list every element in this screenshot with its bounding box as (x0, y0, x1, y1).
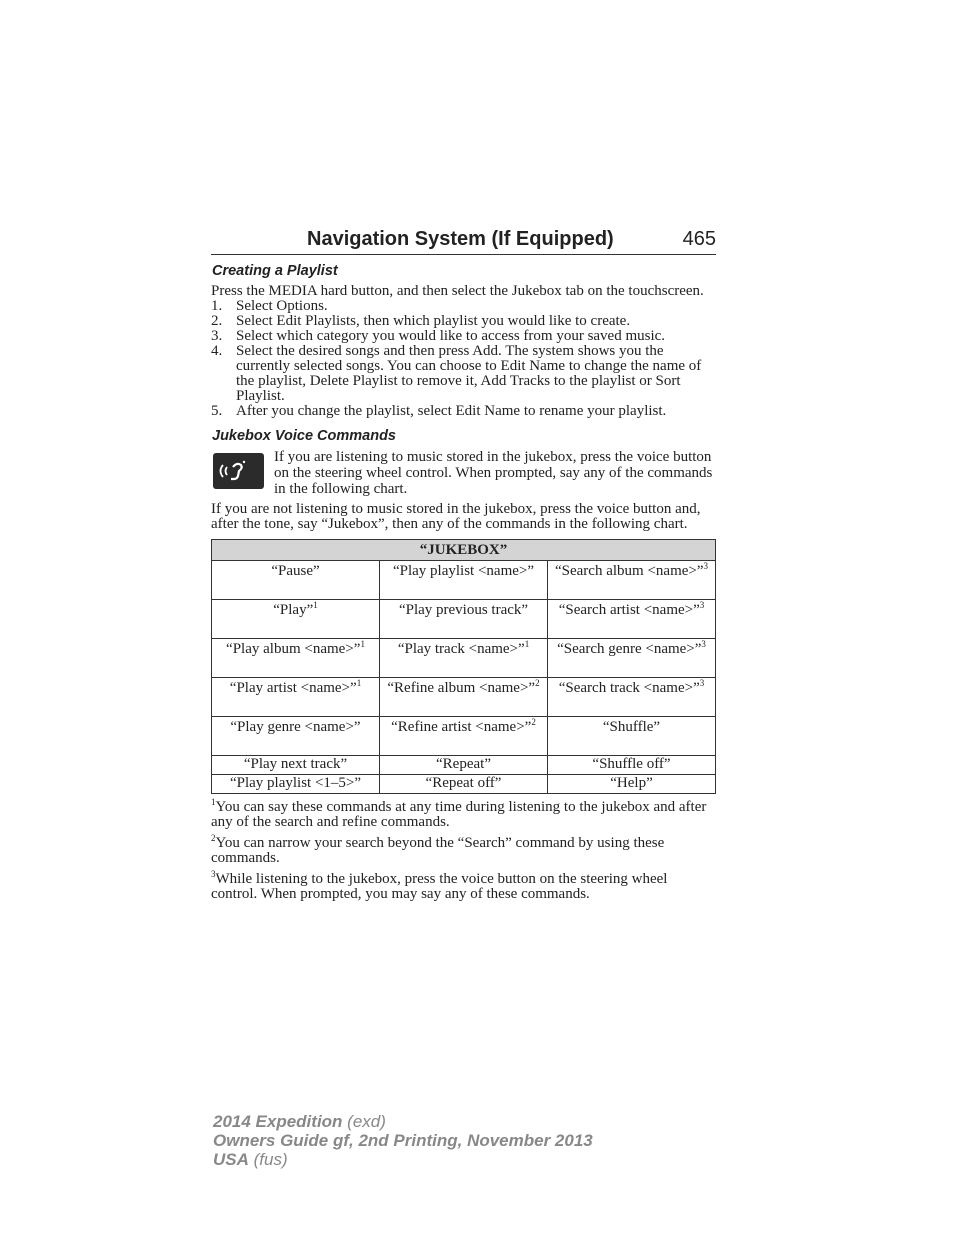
table-cell: “Shuffle off” (548, 756, 716, 775)
step-text: Select Edit Playlists, then which playlist you would like to create. (236, 313, 631, 329)
page-title: Navigation System (If Equipped) (307, 228, 614, 250)
intro-paragraph: Press the MEDIA hard button, and then select the Jukebox tab on the touchscreen. (211, 283, 704, 299)
footer-model: 2014 Expedition (213, 1112, 343, 1131)
table-cell: “Search album <name>”$^3$ (548, 561, 716, 600)
step-item (211, 314, 716, 329)
table-row (212, 639, 716, 678)
footnote-ref: 1 (356, 678, 362, 688)
table-cell: “Refine album <name>”$^2$ (380, 678, 548, 717)
step-text: After you change the playlist, select Edit Name to rename your playlist. (236, 403, 667, 419)
footnote-ref: 3 (699, 600, 705, 610)
step-text: Select the desired songs and then press Add. The system shows you the currently selected songs. You can choose to Edit Name to change the name of the playlist, Delete Playlist to remove it, Add Tracks to the playlist or Sort Playlist. (236, 343, 702, 404)
footnote: $^2$You can narrow your search beyond the “Search” command by using these commands. (211, 833, 665, 866)
table-cell: “Search track <name>”$^3$ (548, 678, 716, 717)
voice-instruction (211, 449, 716, 497)
page-content (211, 228, 716, 902)
table-cell: “Play album <name>”$^1$ (212, 639, 380, 678)
voice-instruction-text: If you are listening to music stored in the jukebox, press the voice button on the steering wheel control. When prompted, say any of the commands in the following chart. (274, 449, 713, 497)
table-cell: “Search genre <name>”$^3$ (548, 639, 716, 678)
table-cell: “Repeat off” (380, 775, 548, 794)
step-number: 5. (211, 403, 223, 419)
step-item (211, 344, 716, 404)
footnote-ref: 1 (360, 639, 365, 649)
step-item (211, 404, 716, 419)
page-number: 465 (682, 228, 716, 250)
step-number: 3. (211, 328, 223, 344)
jukebox-paragraph: If you are not listening to music stored in the jukebox, press the voice button and, after the tone, say “Jukebox”, then any of the commands in the following chart. (211, 501, 701, 532)
footnotes (211, 797, 716, 902)
step-item (211, 299, 716, 314)
table-cell: “Play”$^1$ (212, 600, 380, 639)
table-cell: “Refine artist <name>”$^2$ (380, 717, 548, 756)
footnote-ref: 3 (699, 678, 705, 688)
footer-model-code: (exd) (342, 1112, 386, 1131)
table-cell: “Play previous track” (380, 600, 548, 639)
table-row (212, 561, 716, 600)
footnote: $^3$While listening to the jukebox, press the voice button on the steering wheel control. When prompted, you may say any of these commands. (211, 869, 668, 902)
table-cell: “Play artist <name>”$^1$ (212, 678, 380, 717)
table-cell: “Play track <name>”$^1$ (380, 639, 548, 678)
table-cell: “Pause” (212, 561, 380, 600)
table-cell: “Play playlist <name>” (380, 561, 548, 600)
step-number: 4. (211, 343, 223, 359)
table-cell: “Repeat” (380, 756, 548, 775)
footer-region: USA (213, 1150, 249, 1169)
footer-region-code: (fus) (248, 1150, 288, 1169)
table-row (212, 756, 716, 775)
step-item (211, 329, 716, 344)
jukebox-commands-table (211, 539, 716, 794)
section-heading-jukebox-voice: Jukebox Voice Commands (212, 428, 396, 444)
footnote-ref: 1 (524, 639, 530, 649)
table-title: “JUKEBOX” (212, 540, 716, 561)
step-number: 1. (211, 298, 223, 314)
table-row (212, 717, 716, 756)
table-cell: “Search artist <name>”$^3$ (548, 600, 716, 639)
table-cell: “Help” (548, 775, 716, 794)
page-footer (213, 1112, 593, 1169)
table-cell: “Shuffle” (548, 717, 716, 756)
footnote-ref: 2 (531, 717, 536, 727)
table-row (212, 600, 716, 639)
step-number: 2. (211, 313, 223, 329)
table-row (212, 775, 716, 794)
section-heading-creating-playlist: Creating a Playlist (212, 263, 338, 279)
footer-guide: Owners Guide gf, 2nd Printing, November 2013 (213, 1131, 593, 1150)
table-row (212, 678, 716, 717)
table-cell: “Play next track” (212, 756, 380, 775)
steps-list (211, 299, 716, 419)
footnote-ref: 1 (313, 600, 318, 610)
voice-button-icon (213, 453, 264, 489)
page-header (211, 228, 716, 255)
table-cell: “Play genre <name>” (212, 717, 380, 756)
footnote-ref: 3 (701, 639, 706, 649)
step-text: Select which category you would like to access from your saved music. (236, 328, 666, 344)
footnote-ref: 3 (703, 561, 709, 571)
table-cell: “Play playlist <1–5>” (212, 775, 380, 794)
footnote: $^1$You can say these commands at any time during listening to the jukebox and after any of the search and refine commands. (211, 797, 707, 830)
step-text: Select Options. (236, 298, 328, 314)
footnote-ref: 2 (535, 678, 540, 688)
